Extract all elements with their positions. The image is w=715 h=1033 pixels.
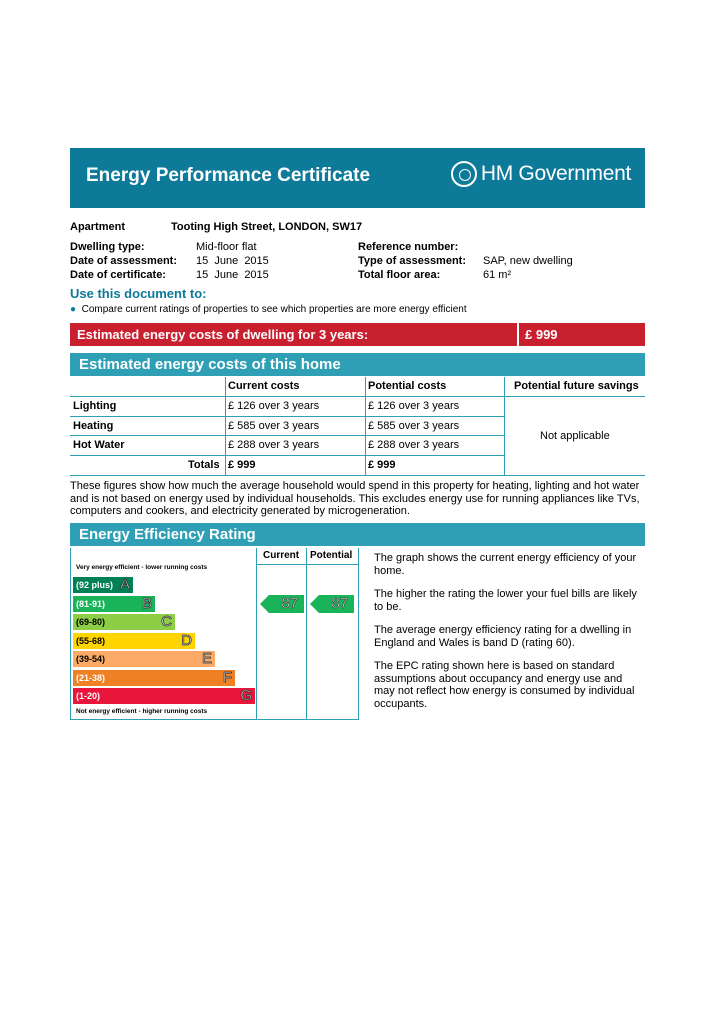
estimated-costs-value: £ 999 [525, 327, 558, 342]
rating-text: The graph shows the current energy efficiency of your home. [374, 552, 637, 577]
col-current: Current [263, 550, 300, 561]
band-range: (1-20) [76, 691, 101, 701]
current-rating-arrow [260, 595, 304, 613]
costs-section-title: Estimated energy costs of this home [79, 356, 341, 373]
divider [504, 377, 505, 475]
rating-text: The higher the rating the lower your fuel bills are likely to be. [374, 588, 637, 613]
efficiency-chart [70, 548, 358, 720]
dwelling-type-value: Mid-floor flat [196, 241, 257, 253]
col-potential: Potential [310, 550, 353, 561]
page-title: Energy Performance Certificate [86, 165, 371, 186]
floor-area-value: 61 m² [483, 269, 512, 281]
totals-current: £ 999 [228, 459, 256, 471]
row-current: £ 585 over 3 years [228, 420, 320, 432]
band-e [73, 651, 215, 667]
band-letter: F [222, 668, 232, 686]
band-b [73, 596, 155, 612]
header-banner [70, 148, 645, 208]
header-current: Current costs [228, 380, 300, 392]
totals-label: Totals [188, 459, 220, 471]
row-label: Hot Water [73, 439, 125, 451]
costs-note: These figures show how much the average household would spend in this property for heating, lighting and hot water and is not based on energy used by individual households. This excludes energy use for running appliances like TVs, computers and cookers, and electricity generated by microgeneration. [70, 480, 640, 517]
band-letter: B [141, 594, 152, 612]
row-label: Lighting [73, 400, 117, 412]
rating-section-title: Energy Efficiency Rating [79, 526, 256, 543]
divider [306, 548, 307, 720]
potential-rating-value: 87 [331, 594, 348, 612]
rating-text: The average energy efficiency rating for a dwelling in England and Wales is band D (rating 60). [374, 624, 632, 649]
band-letter: C [161, 613, 172, 630]
use-bullet [70, 304, 467, 315]
rating-section-header [70, 523, 645, 546]
divider [70, 475, 645, 476]
savings-value: Not applicable [540, 430, 610, 442]
assessment-type-label: Type of assessment: [358, 255, 467, 267]
estimated-costs-bar [70, 323, 645, 346]
band-letter: G [240, 687, 252, 704]
floor-area-label: Total floor area: [358, 269, 441, 281]
use-bullet-text: Compare current ratings of properties to see which properties are more energy efficient [81, 304, 467, 315]
date-assessment-value: 15 June 2015 [196, 255, 269, 267]
band-range: (69-80) [76, 617, 106, 627]
totals-potential: £ 999 [368, 459, 396, 471]
band-a [73, 577, 133, 593]
current-rating-value: 87 [281, 594, 298, 612]
property-type: Apartment [70, 221, 126, 233]
divider [517, 323, 519, 346]
divider [365, 377, 366, 475]
band-c [73, 614, 175, 630]
use-title: Use this document to: [70, 286, 207, 301]
header-potential: Potential costs [368, 380, 447, 392]
property-address: Tooting High Street, LONDON, SW17 [171, 221, 363, 233]
divider [70, 455, 504, 456]
band-range: (39-54) [76, 654, 106, 664]
costs-section-header [70, 353, 645, 376]
row-potential: £ 288 over 3 years [368, 439, 460, 451]
date-certificate-value: 15 June 2015 [196, 269, 269, 281]
estimated-costs-label: Estimated energy costs of dwelling for 3 years: [77, 327, 369, 342]
divider [70, 416, 504, 417]
date-assessment-label: Date of assessment: [70, 255, 177, 267]
divider [256, 564, 358, 565]
top-label: Very energy efficient - lower running costs [76, 564, 208, 571]
band-d [73, 633, 195, 649]
band-letter: A [119, 576, 130, 593]
header-savings: Potential future savings [514, 380, 639, 392]
potential-rating-arrow [310, 595, 354, 613]
band-range: (81-91) [76, 598, 106, 609]
row-potential: £ 126 over 3 years [368, 400, 460, 412]
divider [70, 435, 504, 436]
band-letter: E [201, 650, 212, 667]
row-current: £ 126 over 3 years [228, 400, 320, 412]
dwelling-type-label: Dwelling type: [70, 241, 145, 253]
reference-label: Reference number: [358, 241, 459, 253]
divider [70, 396, 645, 397]
band-g [73, 688, 255, 704]
row-current: £ 288 over 3 years [228, 439, 320, 451]
rating-text: The EPC rating shown here is based on standard assumptions about occupancy and energy use and may not reflect how energy is consumed by individual occupants. [374, 660, 635, 710]
band-range: (55-68) [76, 635, 106, 646]
band-letter: D [181, 631, 192, 649]
band-range: (92 plus) [76, 580, 114, 590]
bullet-icon: ● [70, 304, 77, 315]
bottom-label: Not energy efficient - higher running costs [76, 708, 208, 715]
row-potential: £ 585 over 3 years [368, 420, 460, 432]
brand-name: HM Government [480, 162, 631, 185]
band-range: (21-38) [76, 672, 106, 683]
crest-icon [451, 161, 477, 187]
brand [451, 161, 631, 187]
band-f [73, 670, 235, 686]
assessment-type-value: SAP, new dwelling [483, 255, 573, 267]
date-certificate-label: Date of certificate: [70, 269, 166, 281]
divider [225, 377, 226, 475]
divider [256, 548, 257, 720]
row-label: Heating [73, 420, 114, 432]
